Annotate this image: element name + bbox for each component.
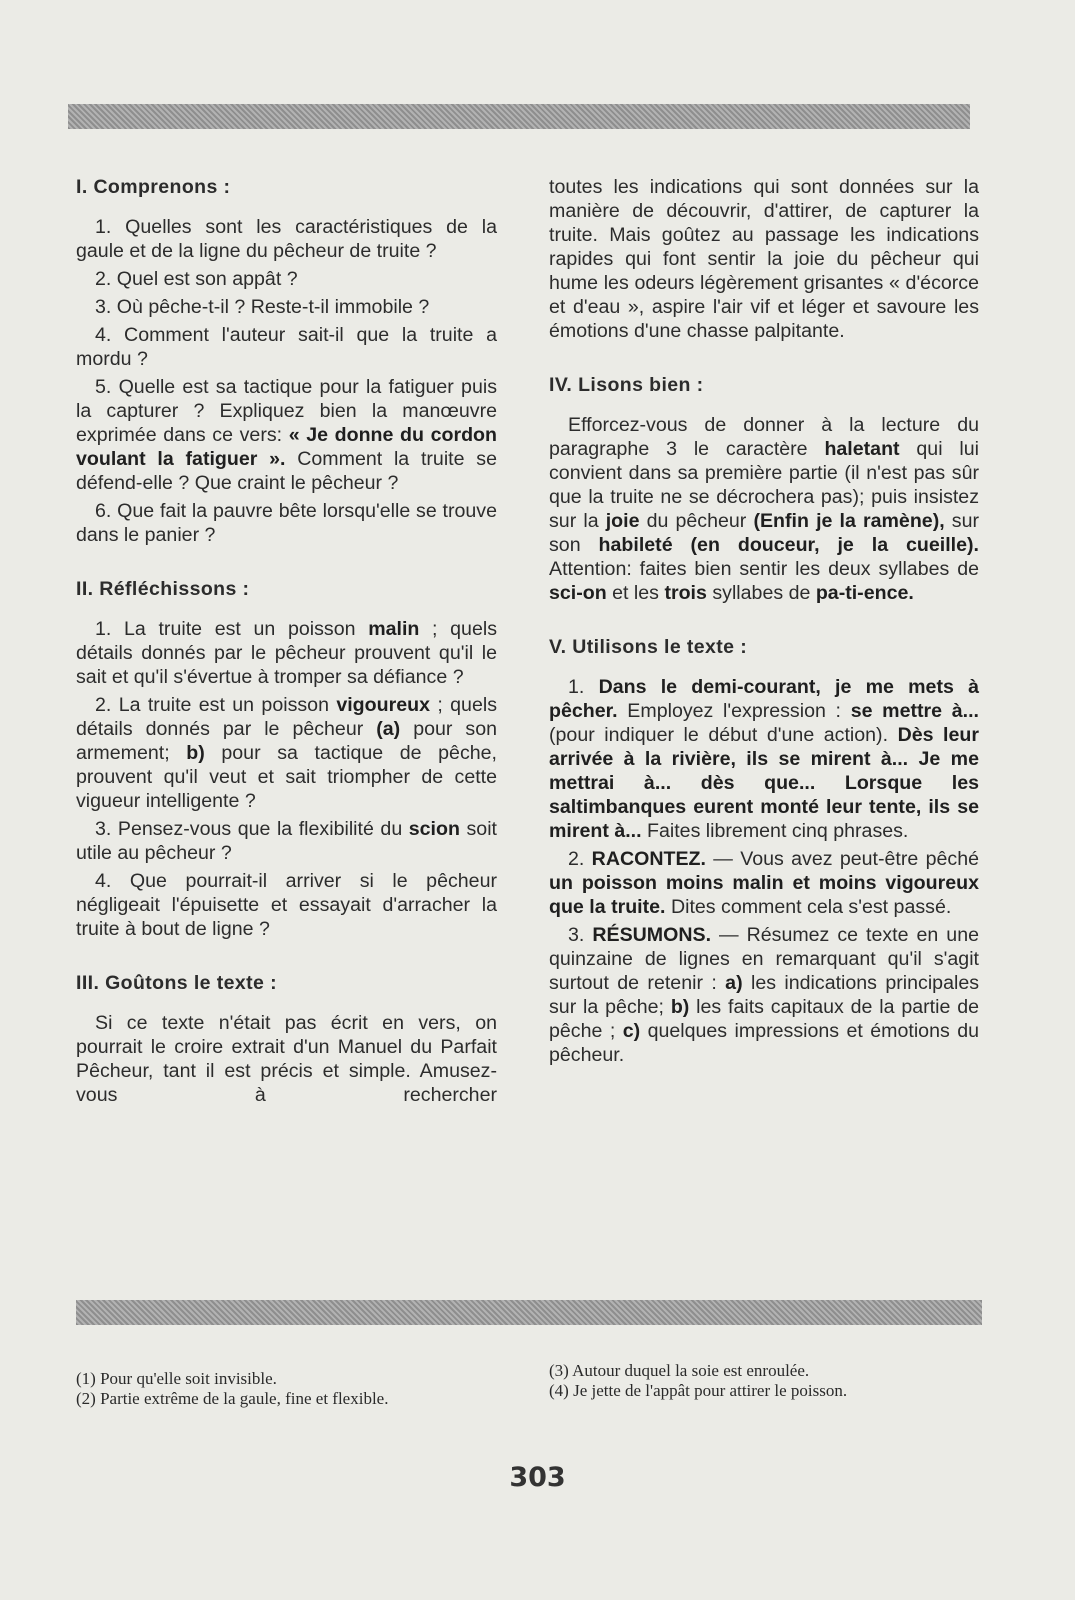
top-decorative-rule [68, 104, 970, 129]
goutons-paragraph-continued: toutes les indications qui sont données sur la manière de découvrir, d'attirer, de capturer la truite. Mais goûtez au passage les indications rapides qui font sentir la joie du pêcheur qui hume les odeurs légèrement grisantes « d'écorce et d'eau », aspire l'air vif et léger et savoure les émotions d'une chasse palpitante. [549, 176, 979, 342]
left-column [76, 175, 497, 1111]
heading-utilisons: V. Utilisons le texte : [549, 636, 748, 658]
question-2-1: 1. La truite est un poisson malin ; quels détails donnés par le pêcheur prouvent qu'il le sait et qu'il s'évertue à tromper sa défiance ? [76, 618, 497, 688]
heading-lisons-bien: IV. Lisons bien : [549, 374, 704, 396]
exercise-5-3: 3. RÉSUMONS. — Résumez ce texte en une quinzaine de lignes en remarquant qu'il s'agit surtout de retenir : a) les indications principales sur la pêche; b) les faits capitaux de la partie de pêche ; c) quelques impressions et émotions du pêcheur. [549, 924, 980, 1066]
exercise-5-2: 2. RACONTEZ. — Vous avez peut-être pêché un poisson moins malin et moins vigoureux que la truite. Dites comment cela s'est passé. [549, 848, 979, 918]
footnotes-right [549, 1361, 981, 1401]
footnote-4: (4) Je jette de l'appât pour attirer le poisson. [549, 1381, 848, 1400]
heading-comprenons: I. Comprenons : [76, 176, 231, 198]
question-1-4: 4. Comment l'auteur sait-il que la truite a mordu ? [76, 324, 497, 370]
question-1-3: 3. Où pêche-t-il ? Reste-t-il immobile ? [95, 296, 430, 318]
footnote-3: (3) Autour duquel la soie est enroulée. [549, 1361, 810, 1380]
question-2-4: 4. Que pourrait-il arriver si le pêcheur négligeait l'épuisette et essayait d'arracher la truite à bout de ligne ? [76, 870, 497, 940]
goutons-paragraph-start: Si ce texte n'était pas écrit en vers, on pourrait le croire extrait d'un Manuel du Parfait Pêcheur, tant il est précis et simple. Amusez-vous à rechercher [76, 1012, 497, 1106]
exercise-5-1: 1. Dans le demi-courant, je me mets à pêcher. Employez l'expression : se mettre à... (pour indiquer le début d'une action). Dès leur arrivée à la rivière, ils se mirent à... Je me mettrai à... dès que... Lorsque les saltimbanques eurent monté leur tente, ils se mirent à... Faites librement cinq phrases. [549, 676, 979, 842]
bottom-decorative-rule [76, 1300, 982, 1325]
question-1-1: 1. Quelles sont les caractéristiques de la gaule et de la ligne du pêcheur de truite ? [76, 216, 497, 262]
page-number: 303 [509, 1462, 566, 1493]
footnotes-left [76, 1369, 504, 1409]
footnote-2: (2) Partie extrême de la gaule, fine et flexible. [76, 1389, 389, 1408]
question-1-6: 6. Que fait la pauvre bête lorsqu'elle se trouve dans le panier ? [76, 500, 497, 546]
lisons-paragraph: Efforcez-vous de donner à la lecture du paragraphe 3 le caractère haletant qui lui convient dans sa première partie (il n'est pas sûr que la truite ne se décrochera pas); puis insistez sur la joie du pêcheur (Enfin je la ramène), sur son habileté (en douceur, je la cueille). Attention: faites bien sentir les deux syllabes de sci-on et les trois syllabes de pa-ti-ence. [549, 414, 980, 604]
question-1-5: 5. Quelle est sa tactique pour la fatiguer puis la capturer ? Expliquez bien la manœuvre exprimée dans ce vers: « Je donne du cordon voulant la fatiguer ». Comment la truite se défend-elle ? Que craint le pêcheur ? [76, 376, 497, 494]
heading-goutons: III. Goûtons le texte : [76, 972, 277, 994]
question-1-2: 2. Quel est son appât ? [95, 268, 298, 290]
question-2-3: 3. Pensez-vous que la flexibilité du scion soit utile au pêcheur ? [76, 818, 497, 864]
right-column [549, 175, 979, 1071]
heading-reflechissons: II. Réfléchissons : [76, 578, 250, 600]
question-2-2: 2. La truite est un poisson vigoureux ; quels détails donnés par le pêcheur (a) pour son armement; b) pour sa tactique de pêche, prouvent qu'il veut et sait triompher de cette vigueur intelligente ? [76, 694, 497, 812]
footnote-1: (1) Pour qu'elle soit invisible. [76, 1369, 277, 1388]
